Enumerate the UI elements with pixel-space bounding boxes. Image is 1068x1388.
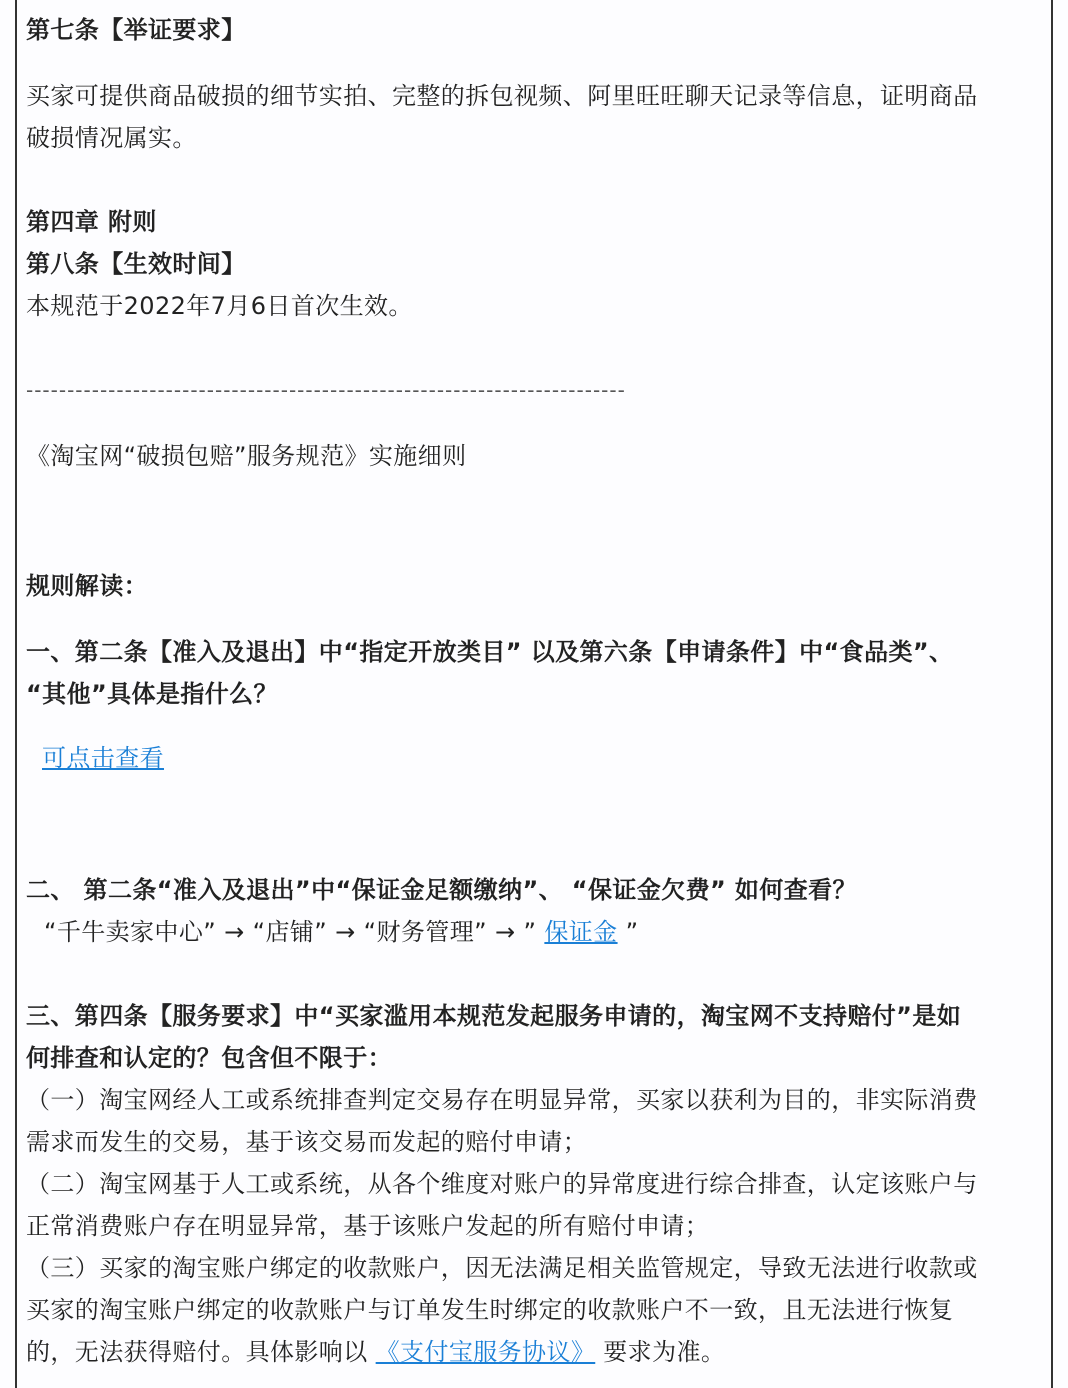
alipay-agreement-link[interactable]: 《支付宝服务协议》 [375,1338,596,1366]
path-text: “千牛卖家中心” → “店铺” → “财务管理” → ” [44,918,537,946]
question-2: 二、 第二条“准入及退出”中“保证金足额缴纳”、 “保证金欠费” 如何查看？ [26,876,857,904]
question-3-line: （二）淘宝网基于人工或系统，从各个维度对账户的异常度进行综合排查，认定该账户与 [26,1170,978,1198]
last-line-text: 的，无法获得赔付。具体影响以 [26,1338,376,1366]
deposit-link[interactable]: 保证金 [544,918,618,946]
question-3-line: 三、第四条【服务要求】中“买家滥用本规范发起服务申请的，淘宝网不支持赔付”是如 [26,1002,962,1030]
question-3-line: 需求而发生的交易，基于该交易而发起的赔付申请； [26,1128,588,1156]
article7-heading: 第七条【举证要求】 [26,16,246,44]
question-3-line: （一）淘宝网经人工或系统排查判定交易存在明显异常，买家以获利为目的，非实际消费 [26,1086,978,1114]
last-line-suffix: 要求为准。 [595,1338,726,1366]
question-3-line: 何排查和认定的？包含但不限于： [26,1044,392,1072]
details-title: 《淘宝网“破损包赔”服务规范》实施细则 [26,442,467,470]
chapter4-heading: 第四章 附则 [26,208,157,236]
separator-line: ------------------------------------------------------------------------- [26,378,626,402]
question-2-path [44,917,638,947]
question-1-line: 一、第二条【准入及退出】中“指定开放类目” 以及第六条【申请条件】中“食品类”、 [26,638,954,666]
article8-heading: 第八条【生效时间】 [26,250,246,278]
question-1-line: “其他”具体是指什么？ [26,680,278,708]
article8-text: 本规范于2022年7月6日首次生效。 [26,292,413,320]
question-3-line: （三）买家的淘宝账户绑定的收款账户，因无法满足相关监管规定，导致无法进行收款或 [26,1254,978,1282]
path-suffix: ” [617,918,639,946]
interpretation-heading: 规则解读： [26,572,148,600]
question-3-line: 买家的淘宝账户绑定的收款账户与订单发生时绑定的收款账户不一致，且无法进行恢复 [26,1296,954,1324]
question-3-line: 正常消费账户存在明显异常，基于该账户发起的所有赔付申请； [26,1212,710,1240]
article7-text-line: 买家可提供商品破损的细节实拍、完整的拆包视频、阿里旺旺聊天记录等信息，证明商品 [26,82,978,110]
question-3-last-line [26,1337,725,1367]
article7-text-line: 破损情况属实。 [26,124,197,152]
view-categories-link[interactable]: 可点击查看 [42,744,164,772]
